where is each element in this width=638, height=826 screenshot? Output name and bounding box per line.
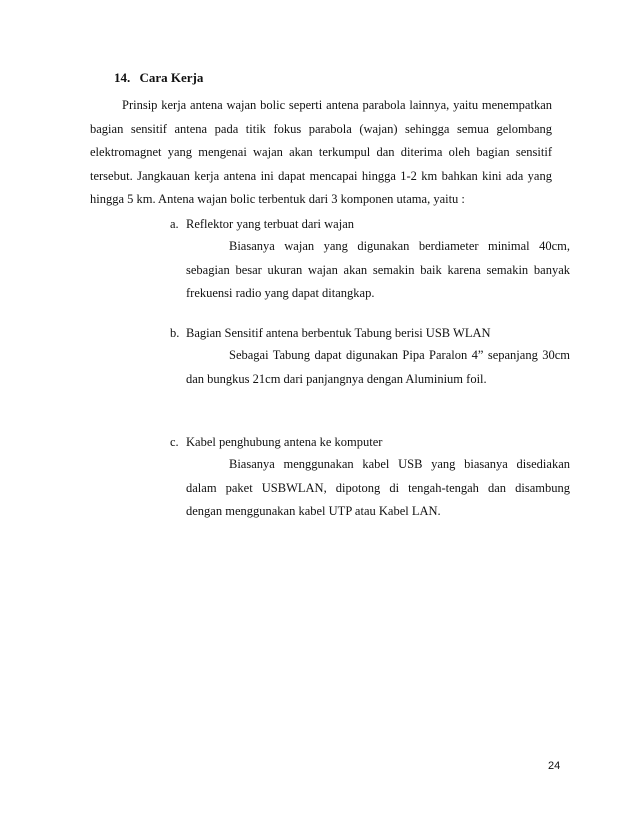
intro-line: Prinsip kerja antena wajan bolic seperti antena parabola lainnya, yaitu menempatkan — [122, 98, 552, 112]
component-item-sensitive-part — [170, 322, 570, 391]
section-heading — [114, 70, 203, 86]
intro-line: hingga 5 km. Antena wajan bolic terbentuk dari 3 komponen utama, yaitu : — [90, 192, 465, 206]
item-description — [186, 235, 570, 306]
item-line: frekuensi radio yang dapat ditangkap. — [186, 286, 375, 300]
item-description — [186, 453, 570, 524]
section-number: 14. — [114, 70, 131, 85]
component-item-cable — [170, 431, 570, 524]
item-description — [186, 344, 570, 391]
item-line: dengan menggunakan kabel UTP atau Kabel LAN. — [186, 504, 441, 518]
item-title — [170, 213, 570, 235]
item-marker: c. — [170, 435, 179, 449]
intro-paragraph — [90, 94, 552, 212]
page-number: 24 — [548, 760, 561, 772]
item-line: Sebagai Tabung dapat digunakan Pipa Paralon 4” sepanjang 30cm — [229, 348, 570, 362]
section-title: Cara Kerja — [139, 70, 204, 85]
item-title — [170, 322, 570, 344]
item-line: dan bungkus 21cm dari panjangnya dengan Aluminium foil. — [186, 371, 487, 386]
intro-line: tersebut. Jangkauan kerja antena ini dapat mencapai hingga 1-2 km bahkan kini ada yang — [90, 168, 552, 183]
item-marker: a. — [170, 217, 179, 231]
item-title-text: Kabel penghubung antena ke komputer — [186, 435, 383, 449]
item-title — [170, 431, 570, 453]
intro-line: bagian sensitif antena pada titik fokus parabola (wajan) sehingga semua gelombang — [90, 121, 552, 136]
item-title-text: Reflektor yang terbuat dari wajan — [186, 217, 354, 231]
item-line: sebagian besar ukuran wajan akan semakin baik karena semakin banyak — [186, 262, 570, 277]
item-line: Biasanya menggunakan kabel USB yang biasanya disediakan — [229, 457, 570, 471]
item-marker: b. — [170, 326, 180, 340]
item-line: dalam paket USBWLAN, dipotong di tengah-tengah dan disambung — [186, 480, 570, 495]
component-item-reflector — [170, 213, 570, 306]
item-line: Biasanya wajan yang digunakan berdiameter minimal 40cm, — [229, 239, 570, 253]
intro-line: elektromagnet yang mengenai wajan akan terkumpul dan diterima oleh bagian sensitif — [90, 145, 552, 159]
item-title-text: Bagian Sensitif antena berbentuk Tabung berisi USB WLAN — [186, 326, 491, 340]
